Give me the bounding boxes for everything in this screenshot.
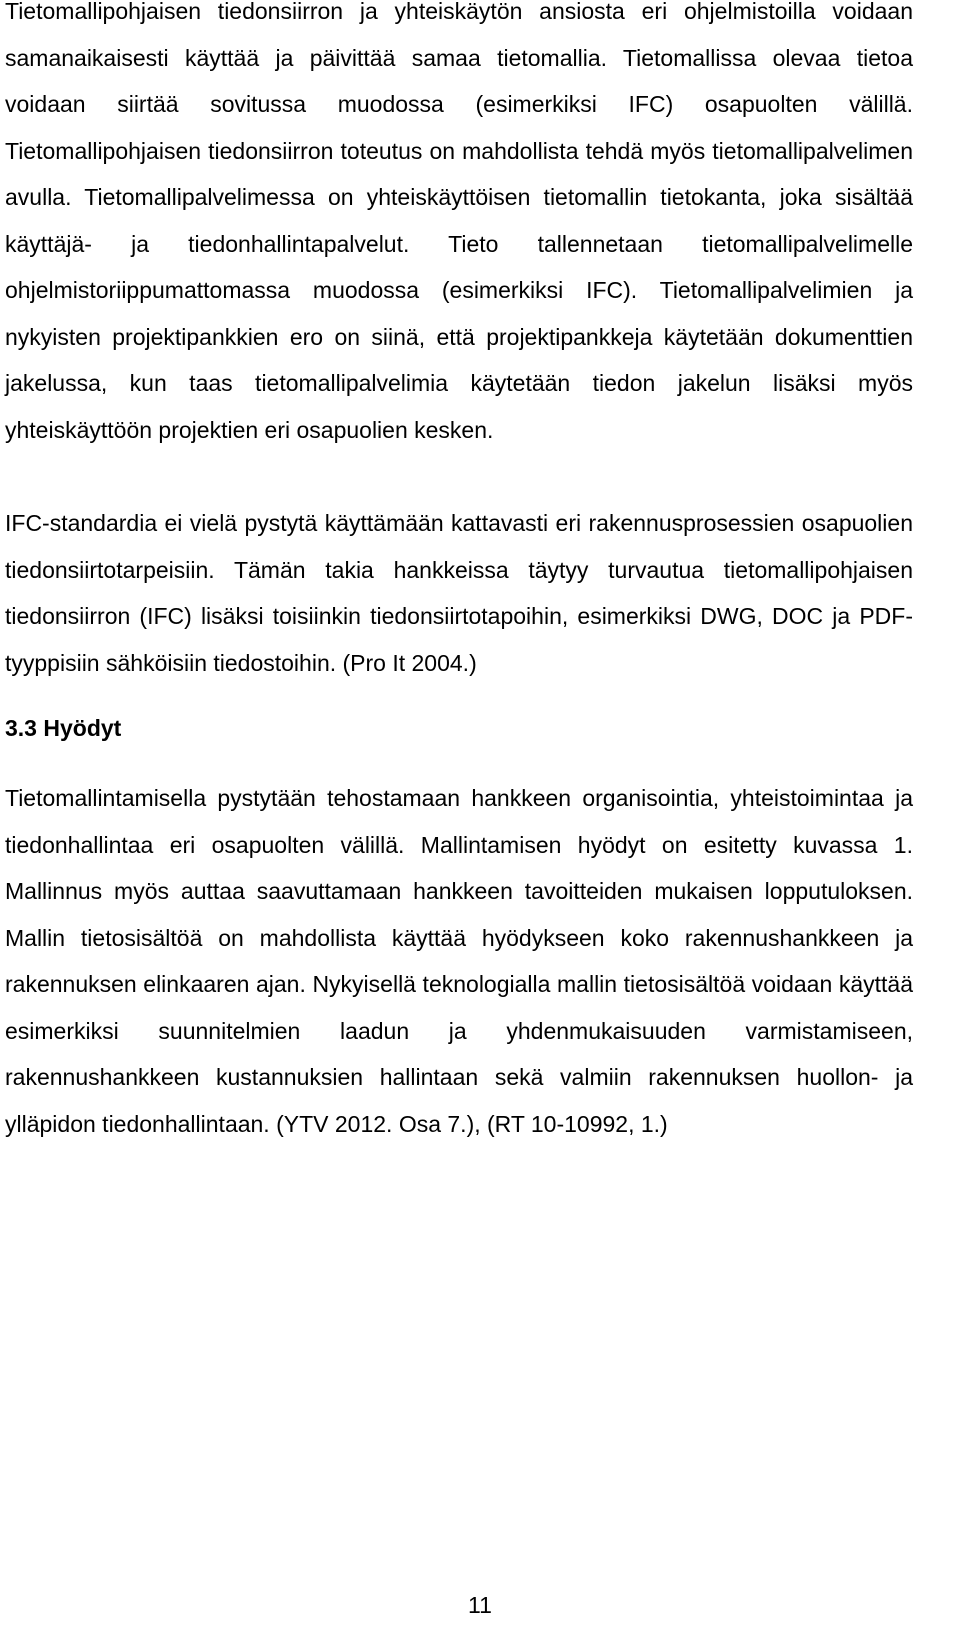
page-number: 11 [468, 1592, 492, 1618]
paragraph-bim-data-transfer [5, 0, 913, 453]
paragraph-benefits [5, 775, 913, 1147]
paragraph-ifc-standard [5, 500, 913, 686]
paragraph-text: IFC-standardia ei vielä pystytä käyttämään kattavasti eri rakennusprosessien osapuolien tiedonsiirtotarpeisiin. Tämän takia hankkeissa täytyy turvautua tietomallipohjaisen tiedonsiirron (IFC) lisäksi toisiinkin tiedonsiirtotapoihin, esimerkiksi DWG, DOC ja PDF-tyyppisiin sähköisiin tiedostoihin. (Pro It 2004.) [5, 510, 913, 676]
section-heading: 3.3 Hyödyt [5, 715, 122, 741]
paragraph-text: Tietomallipohjaisen tiedonsiirron ja yhteiskäytön ansiosta eri ohjelmistoilla voidaan samanaikaisesti käyttää ja päivittää samaa tietomallia. Tietomallissa olevaa tietoa voidaan siirtää sovitussa muodossa (esimerkiksi IFC) osapuolten välillä. Tietomallipohjaisen tiedonsiirron toteutus on mahdollista tehdä myös tietomallipalvelimen avulla. Tietomallipalvelimessa on yhteiskäyttöisen tietomallin tietokanta, joka sisältää käyttäjä- ja tiedonhallintapalvelut. Tieto tallennetaan tietomallipalvelimelle ohjelmistoriippumattomassa muodossa (esimerkiksi IFC). Tietomallipalvelimien ja nykyisten projektipankkien ero on siinä, että projektipankkeja käytetään dokumenttien jakelussa, kun taas tietomallipalvelimia käytetään tiedon jakelun lisäksi myös yhteiskäyttöön projektien eri osapuolien kesken. [5, 0, 913, 443]
paragraph-text: Tietomallintamisella pystytään tehostamaan hankkeen organisointia, yhteistoimintaa ja tiedonhallintaa eri osapuolten välillä. Mallintamisen hyödyt on esitetty kuvassa 1. Mallinnus myös auttaa saavuttamaan hankkeen tavoitteiden mukaisen lopputuloksen. Mallin tietosisältöä on mahdollista käyttää hyödykseen koko rakennushankkeen ja rakennuksen elinkaaren ajan. Nykyisellä teknologialla mallin tietosisältöä voidaan käyttää esimerkiksi suunnitelmien laadun ja yhdenmukaisuuden varmistamiseen, rakennushankkeen kustannuksien hallintaan sekä valmiin rakennuksen huollon- ja ylläpidon tiedonhallintaan. (YTV 2012. Osa 7.), (RT 10-10992, 1.) [5, 785, 913, 1137]
